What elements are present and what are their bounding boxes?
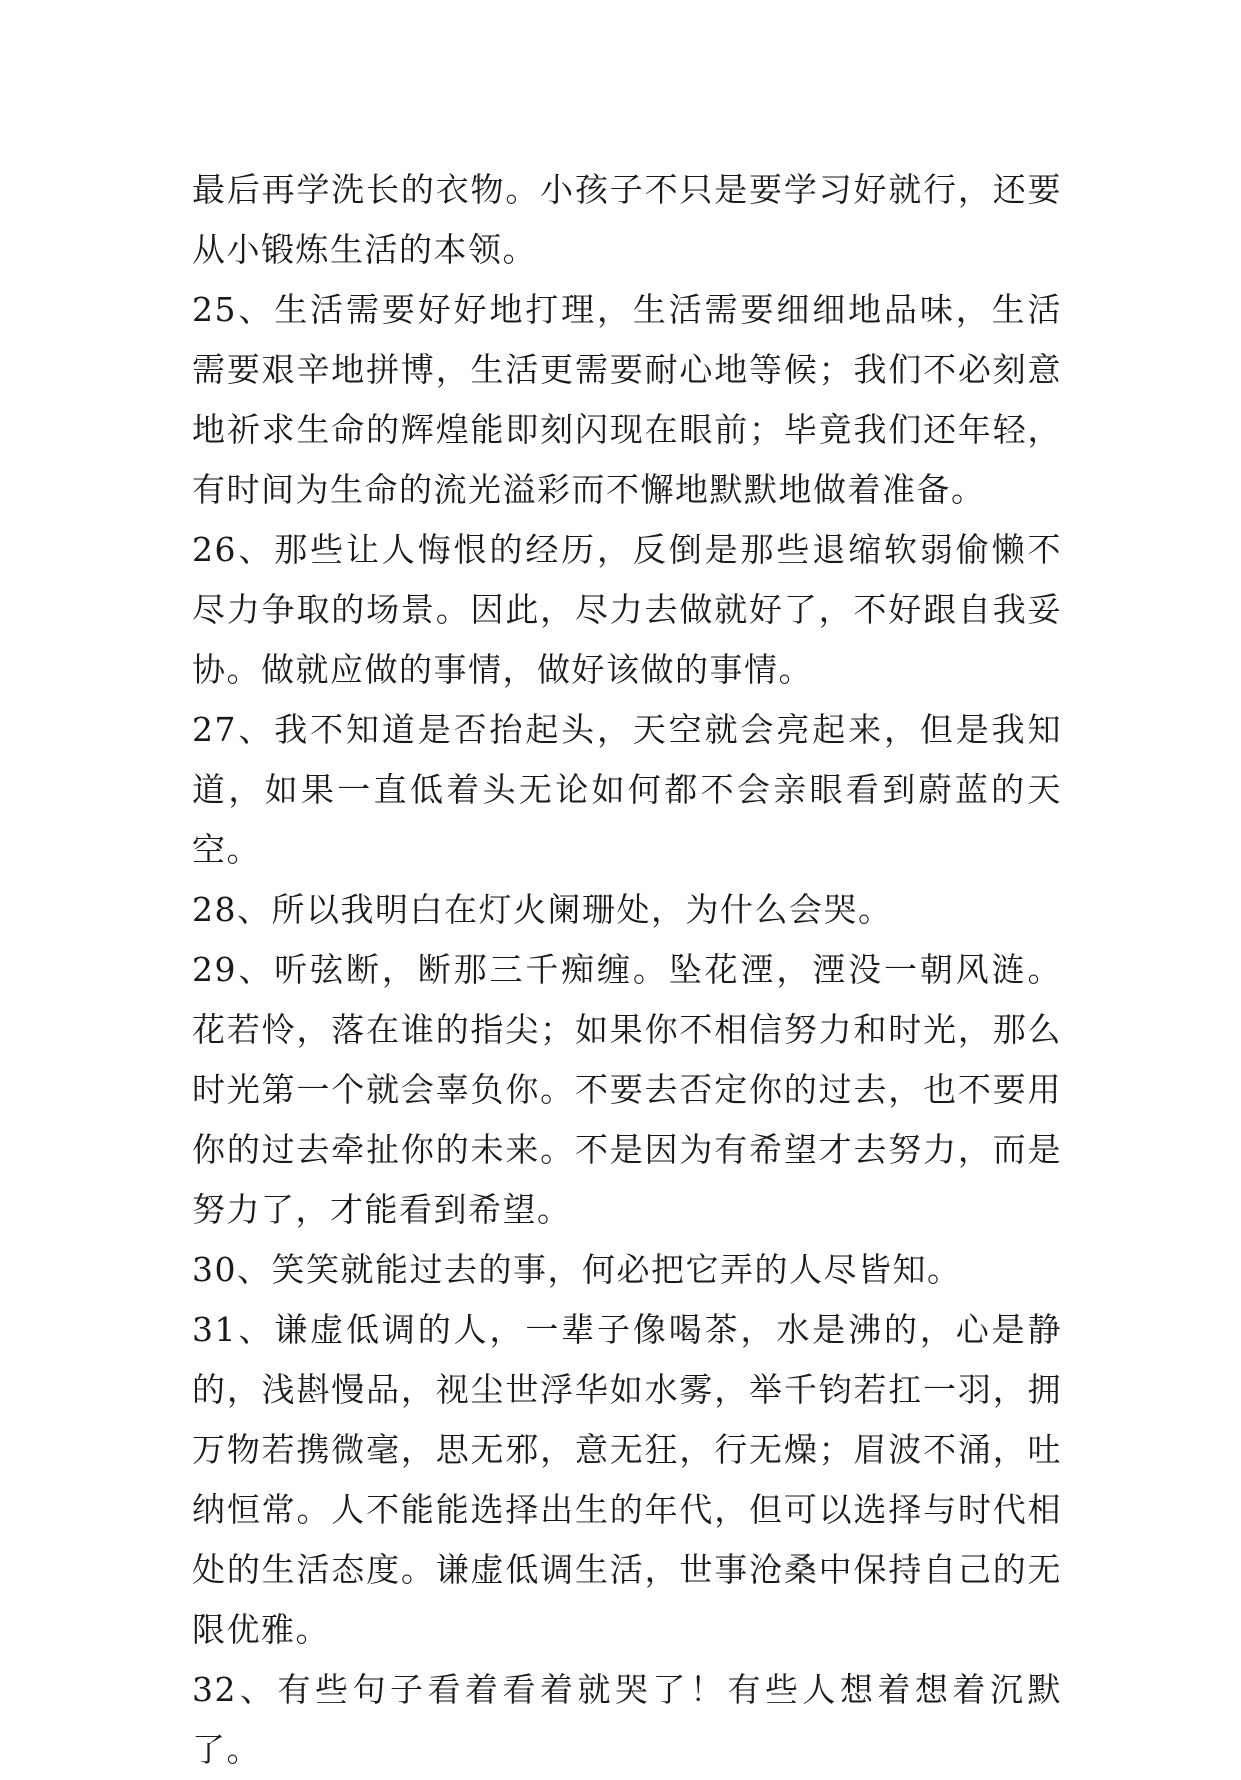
paragraph-27: 27、我不知道是否抬起头，天空就会亮起来，但是我知道，如果一直低着头无论如何都不会亲眼看到蔚蓝的天空。: [192, 710, 1062, 869]
paragraph-26: 26、那些让人悔恨的经历，反倒是那些退缩软弱偷懒不尽力争取的场景。因此，尽力去做就好了，不好跟自我妥协。做就应做的事情，做好该做的事情。: [192, 530, 1062, 689]
paragraph-28: 28、所以我明白在灯火阑珊处，为什么会哭。: [192, 890, 893, 929]
paragraph-25: 25、生活需要好好地打理，生活需要细细地品味，生活需要艰辛地拼博，生活更需要耐心地等候；我们不必刻意地祈求生命的辉煌能即刻闪现在眼前；毕竟我们还年轻，有时间为生命的流光溢彩而不懈地默默地做着准备。: [192, 290, 1062, 509]
document-body: [192, 160, 1062, 1780]
paragraph-31: 31、谦虚低调的人，一辈子像喝茶，水是沸的，心是静的，浅斟慢品，视尘世浮华如水雾，举千钧若扛一羽，拥万物若携微毫，思无邪，意无狂，行无燥；眉波不涌，吐纳恒常。人不能能选择出生的年代，但可以选择与时代相处的生活态度。谦虚低调生活，世事沧桑中保持自己的无限优雅。: [192, 1310, 1062, 1649]
paragraph-32: 32、有些句子看着看着就哭了！有些人想着想着沉默了。: [192, 1670, 1062, 1769]
paragraph-30: 30、笑笑就能过去的事，何必把它弄的人尽皆知。: [192, 1250, 962, 1289]
paragraph-continuation: 最后再学洗长的衣物。小孩子不只是要学习好就行，还要从小锻炼生活的本领。: [192, 170, 1062, 269]
paragraph-29: 29、听弦断，断那三千痴缠。坠花湮，湮没一朝风涟。花若怜，落在谁的指尖；如果你不相信努力和时光，那么时光第一个就会辜负你。不要去否定你的过去，也不要用你的过去牵扯你的未来。不是因为有希望才去努力，而是努力了，才能看到希望。: [192, 950, 1062, 1229]
